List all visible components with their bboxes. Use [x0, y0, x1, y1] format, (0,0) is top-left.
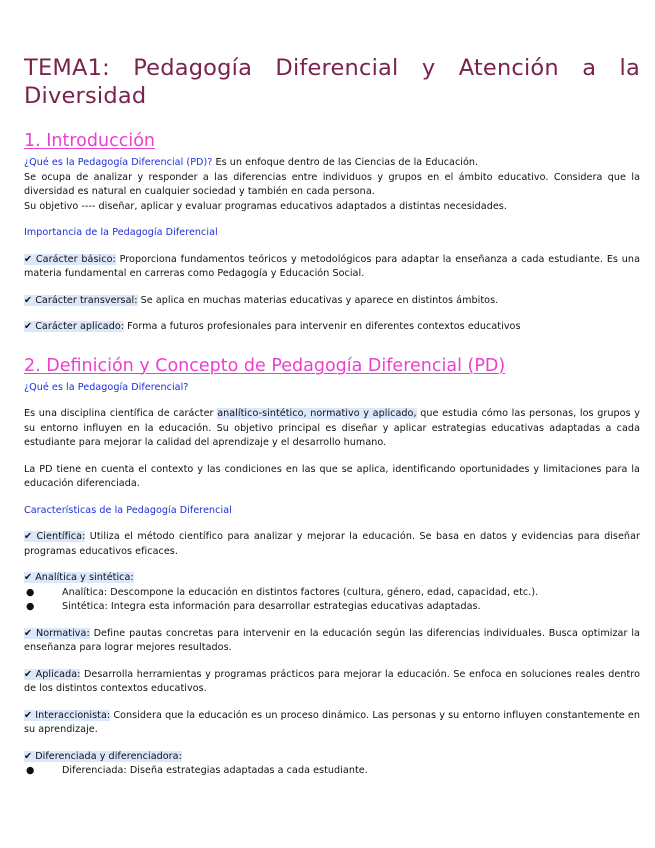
section-1-paragraph-2: Se ocupa de analizar y responder a las diferencias entre individuos y grupos en el ámbito educativo. Considera que la diversidad es natural en cualquier sociedad y también en cada persona.	[24, 171, 640, 197]
list-item	[24, 586, 640, 601]
section-2-paragraph-1	[24, 407, 640, 451]
list-item-text: Diferenciada: Diseña estrategias adaptadas a cada estudiante.	[62, 765, 368, 776]
section-2-heading: 2. Definición y Concepto de Pedagogía Diferencial (PD)	[24, 355, 506, 376]
importance-item-basic-label: ✔ Carácter básico:	[24, 253, 116, 265]
title-line-1: TEMA1: Pedagogía Diferencial y Atención a la	[24, 55, 640, 81]
title-line-2: Diversidad	[24, 83, 147, 109]
importance-item-applied-label: ✔ Carácter aplicado:	[24, 321, 125, 332]
list-item-text: Analítica: Descompone la educación en distintos factores (cultura, género, edad, capacidad, etc.).	[62, 586, 539, 598]
characteristic-aplicada-text: Desarrolla herramientas y programas prácticos para mejorar la educación. Se enfoca en soluciones reales dentro de los distintos contextos educativos.	[24, 668, 640, 694]
section-1-intro	[24, 156, 640, 171]
importance-item-applied-text: Forma a futuros profesionales para intervenir en diferentes contextos educativos	[124, 321, 521, 332]
importance-item-basic	[24, 253, 640, 282]
section-1-heading: 1. Introducción	[24, 131, 155, 151]
analitica-bullet-list	[24, 586, 640, 615]
characteristic-cientifica	[24, 530, 640, 559]
section-2-paragraph-1-highlight: analítico-sintético, normativo y aplicado,	[217, 408, 417, 419]
characteristic-interaccionista	[24, 709, 640, 738]
characteristic-interaccionista-text: Considera que la educación es un proceso dinámico. Las personas y su entorno influyen constantemente en su aprendizaje.	[24, 709, 640, 735]
importance-item-basic-text: Proporciona fundamentos teóricos y metodológicos para adaptar la enseñanza a cada estudiante. Es una materia fundamental en carreras como Pedagogía y Educación Social.	[24, 253, 640, 279]
document-page	[24, 54, 640, 779]
list-item	[24, 764, 640, 779]
list-item-text: Sintética: Integra esta información para desarrollar estrategias educativas adaptadas.	[62, 601, 481, 612]
list-item	[24, 600, 640, 615]
section-2-question: ¿Qué es la Pedagogía Diferencial?	[24, 381, 189, 393]
characteristic-interaccionista-label: ✔ Interaccionista:	[24, 709, 111, 721]
section-2-paragraph-2: La PD tiene en cuenta el contexto y las condiciones en las que se aplica, identificando oportunidades y limitaciones para la educación diferenciada.	[24, 463, 640, 489]
characteristic-analitica	[24, 571, 640, 586]
importance-item-applied	[24, 320, 640, 335]
document-title	[24, 54, 640, 110]
diferenciada-bullet-list	[24, 764, 640, 779]
importance-item-transversal	[24, 294, 640, 309]
section-1-answer: Es un enfoque dentro de las Ciencias de la Educación.	[212, 157, 479, 168]
characteristic-cientifica-text: Utiliza el método científico para analizar y mejorar la educación. Se basa en datos y evidencias para diseñar programas educativos eficaces.	[24, 531, 640, 557]
bullet-icon: ●	[26, 601, 35, 612]
section-1-question: ¿Qué es la Pedagogía Diferencial (PD)?	[24, 157, 213, 168]
section-2-paragraph-1-start: Es una disciplina científica de carácter	[24, 408, 218, 419]
characteristic-diferenciada-label: ✔ Diferenciada y diferenciadora:	[24, 750, 182, 762]
characteristic-normativa	[24, 627, 640, 656]
characteristic-aplicada-label: ✔ Aplicada:	[24, 668, 81, 680]
characteristic-normativa-text: Define pautas concretas para intervenir en la educación según las diferencias individuales. Busca optimizar la enseñanza para lograr mejores resultados.	[24, 627, 640, 653]
characteristic-analitica-label: ✔ Analítica y sintética:	[24, 572, 134, 583]
bullet-icon: ●	[26, 586, 35, 598]
characteristic-aplicada	[24, 668, 640, 697]
characteristics-heading: Características de la Pedagogía Diferencial	[24, 504, 232, 516]
importance-item-transversal-text: Se aplica en muchas materias educativas y aparece en distintos ámbitos.	[137, 294, 499, 306]
importance-heading: Importancia de la Pedagogía Diferencial	[24, 227, 218, 238]
section-1-paragraph-3: Su objetivo ---- diseñar, aplicar y evaluar programas educativos adaptados a distintas necesidades.	[24, 200, 507, 212]
section-2-paragraph-1-end: que estudia cómo las personas, los grupos y su entorno influyen en la educación. Su objetivo principal es diseñar y aplicar estrategias educativas adaptadas a cada estudiante para mejorar la calidad del aprendizaje y el desarrollo humano.	[24, 408, 640, 448]
characteristic-diferenciada	[24, 750, 640, 765]
bullet-icon: ●	[26, 765, 35, 776]
characteristic-normativa-label: ✔ Normativa:	[24, 627, 90, 639]
importance-item-transversal-label: ✔ Carácter transversal:	[24, 294, 138, 306]
characteristic-cientifica-label: ✔ Científica:	[24, 531, 86, 542]
